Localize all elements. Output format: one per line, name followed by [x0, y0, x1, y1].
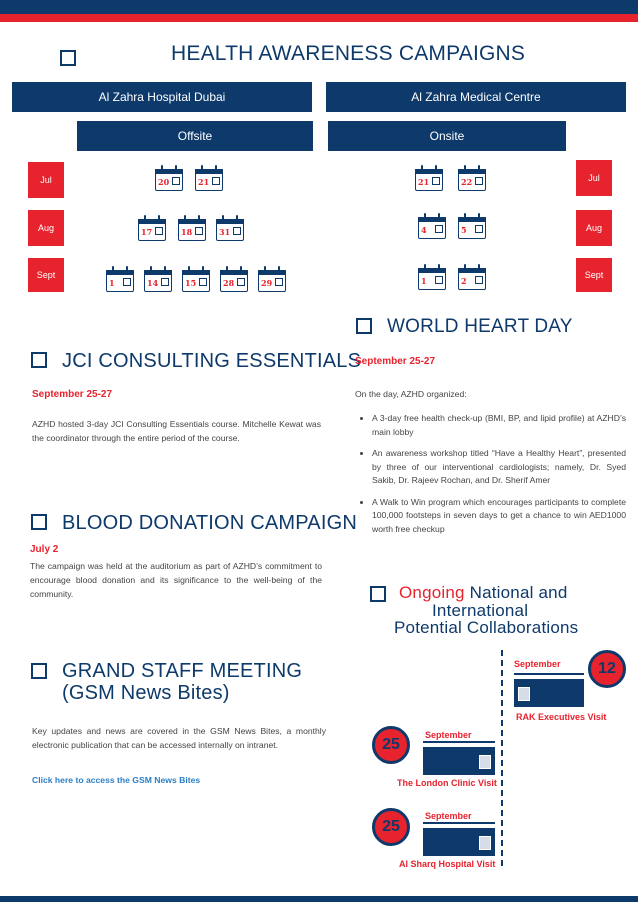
facility-left: Al Zahra Hospital Dubai	[12, 82, 312, 112]
heart-heading: WORLD HEART DAY	[387, 316, 573, 337]
blood-date: July 2	[30, 544, 59, 555]
calendar-icon: 18	[178, 215, 206, 241]
timeline-card	[423, 822, 495, 856]
jci-text: AZHD hosted 3-day JCI Consulting Essentials course. Mitchelle Kewat was the coordinator through the entire period of the course.	[32, 419, 321, 443]
calendar-icon: 31	[216, 215, 244, 241]
month-aug-left: Aug	[28, 210, 64, 246]
calendar-icon: 20	[155, 165, 183, 191]
timeline-line	[501, 650, 503, 866]
month-jul-left: Jul	[28, 162, 64, 198]
calendar-icon: 1	[418, 264, 446, 290]
calendar-icon: 1	[106, 266, 134, 292]
ongoing-word: Ongoing	[399, 583, 465, 602]
checkbox-icon	[31, 663, 47, 679]
list-item: • A 3-day free health check-up (BMI, BP, and lipid profile) at AZHD’s main lobby	[372, 412, 626, 439]
ongoing-heading-line2: International	[432, 601, 529, 620]
timeline-label: RAK Executives Visit	[516, 712, 607, 722]
blood-text: The campaign was held at the auditorium as part of AZHD’s commitment to encourage blood donation and its significance to the well-being of the community.	[30, 561, 322, 599]
month-sept-right: Sept	[576, 258, 612, 292]
mode-onsite: Onsite	[328, 121, 566, 151]
top-stripe-red	[0, 14, 638, 22]
month-sept-left: Sept	[28, 258, 64, 292]
timeline-label: The London Clinic Visit	[397, 778, 497, 788]
calendar-icon: 17	[138, 215, 166, 241]
jci-heading: JCI CONSULTING ESSENTIALS	[62, 350, 362, 372]
timeline-label: Al Sharq Hospital Visit	[399, 859, 496, 869]
facility-right: Al Zahra Medical Centre	[326, 82, 626, 112]
bottom-stripe	[0, 896, 638, 902]
list-item: • An awareness workshop titled “Have a Healthy Heart”, presented by three of our interventional cardiologists; namely, Dr. Syed Sakib, Dr. Rajeev Rochan, and Dr. Sherif Amer	[372, 447, 626, 488]
calendar-icon: 5	[458, 213, 486, 239]
calendar-icon: 4	[418, 213, 446, 239]
timeline-card	[514, 673, 584, 707]
heart-date: September 25-27	[355, 356, 436, 367]
jci-date: September 25-27	[32, 389, 113, 400]
timeline-day-badge: 25	[372, 726, 410, 764]
month-jul-right: Jul	[576, 160, 612, 196]
gsm-text: Key updates and news are covered in the GSM News Bites, a monthly electronic publication that can be accessed internally on intranet.	[32, 726, 326, 750]
gsm-heading-line2: (GSM News Bites)	[62, 682, 230, 704]
mode-offsite: Offsite	[77, 121, 313, 151]
calendar-icon: 22	[458, 165, 486, 191]
checkbox-icon	[370, 586, 386, 602]
timeline-month: September	[514, 659, 561, 669]
gsm-heading-line1: GRAND STAFF MEETING	[62, 660, 303, 682]
checkbox-icon	[31, 514, 47, 530]
month-aug-right: Aug	[576, 210, 612, 246]
gsm-link[interactable]: Click here to access the GSM News Bites	[32, 775, 201, 785]
heart-list	[372, 412, 626, 544]
checkbox-icon	[356, 318, 372, 334]
calendar-icon: 29	[258, 266, 286, 292]
checkbox-icon	[31, 352, 47, 368]
timeline-day-badge: 25	[372, 808, 410, 846]
ongoing-rest: National and	[464, 583, 568, 602]
timeline-month: September	[425, 730, 472, 740]
ongoing-heading-line1	[399, 583, 567, 603]
blood-heading: BLOOD DONATION CAMPAIGN	[62, 512, 358, 534]
calendar-icon: 21	[195, 165, 223, 191]
heart-intro: On the day, AZHD organized:	[355, 389, 467, 399]
timeline-card	[423, 741, 495, 775]
timeline-day-badge: 12	[588, 650, 626, 688]
calendar-icon: 28	[220, 266, 248, 292]
page-title: HEALTH AWARENESS CAMPAIGNS	[171, 42, 526, 65]
timeline-month: September	[425, 811, 472, 821]
calendar-icon: 21	[415, 165, 443, 191]
calendar-icon: 14	[144, 266, 172, 292]
checkbox-icon	[60, 50, 76, 66]
calendar-icon: 15	[182, 266, 210, 292]
top-stripe-navy	[0, 0, 638, 14]
calendar-icon: 2	[458, 264, 486, 290]
ongoing-heading-line3: Potential Collaborations	[394, 618, 579, 637]
list-item: • A Walk to Win program which encourages participants to complete 100,000 footsteps in seven days to get a chance to win AED1000 worth free checkup	[372, 496, 626, 537]
